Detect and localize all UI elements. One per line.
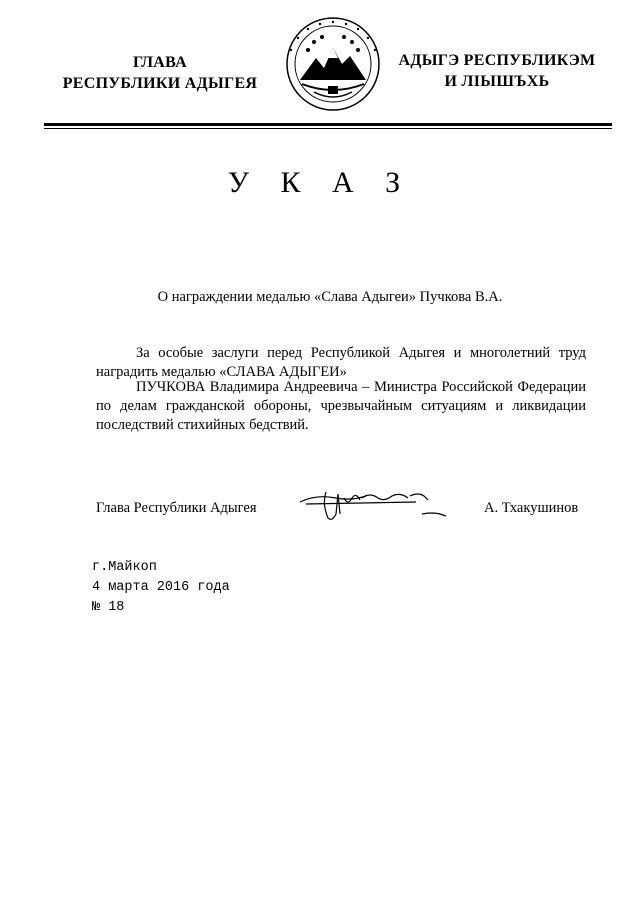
handwritten-signature-icon — [296, 484, 456, 526]
document-title: У К А З — [227, 166, 413, 199]
header-right — [392, 50, 602, 92]
header-right-line1: АДЫГЭ РЕСПУБЛИКЭМ — [398, 52, 596, 69]
header-left-line1: ГЛАВА — [133, 54, 187, 71]
header-divider-thick — [44, 123, 612, 126]
issue-date: 4 марта 2016 года — [92, 580, 230, 595]
header-left — [50, 52, 270, 94]
adygea-coat-of-arms-icon — [278, 14, 388, 114]
issue-city: г.Майкоп — [92, 560, 157, 575]
decree-number: № 18 — [92, 600, 125, 615]
decree-subject: О награждении медалью «Слава Адыгеи» Пучкова В.А. — [157, 289, 503, 305]
decree-paragraph-2: ПУЧКОВА Владимира Андреевича – Министра Российской Федерации по делам гражданской обороны, чрезвычайным ситуациям и ликвидации последствий стихийных бедствий. — [96, 379, 586, 433]
signatory-position: Глава Республики Адыгея — [96, 500, 257, 516]
decree-paragraph-1: За особые заслуги перед Республикой Адыгея и многолетний труд наградить медалью «СЛАВА АДЫГЕИ» — [96, 345, 586, 380]
header-right-line2: И ЛІЫШЪХЬ — [444, 73, 550, 90]
signatory-name: А. Тхакушинов — [484, 500, 579, 516]
header-left-line2: РЕСПУБЛИКИ АДЫГЕЯ — [62, 75, 258, 92]
header-divider-thin — [44, 128, 612, 129]
